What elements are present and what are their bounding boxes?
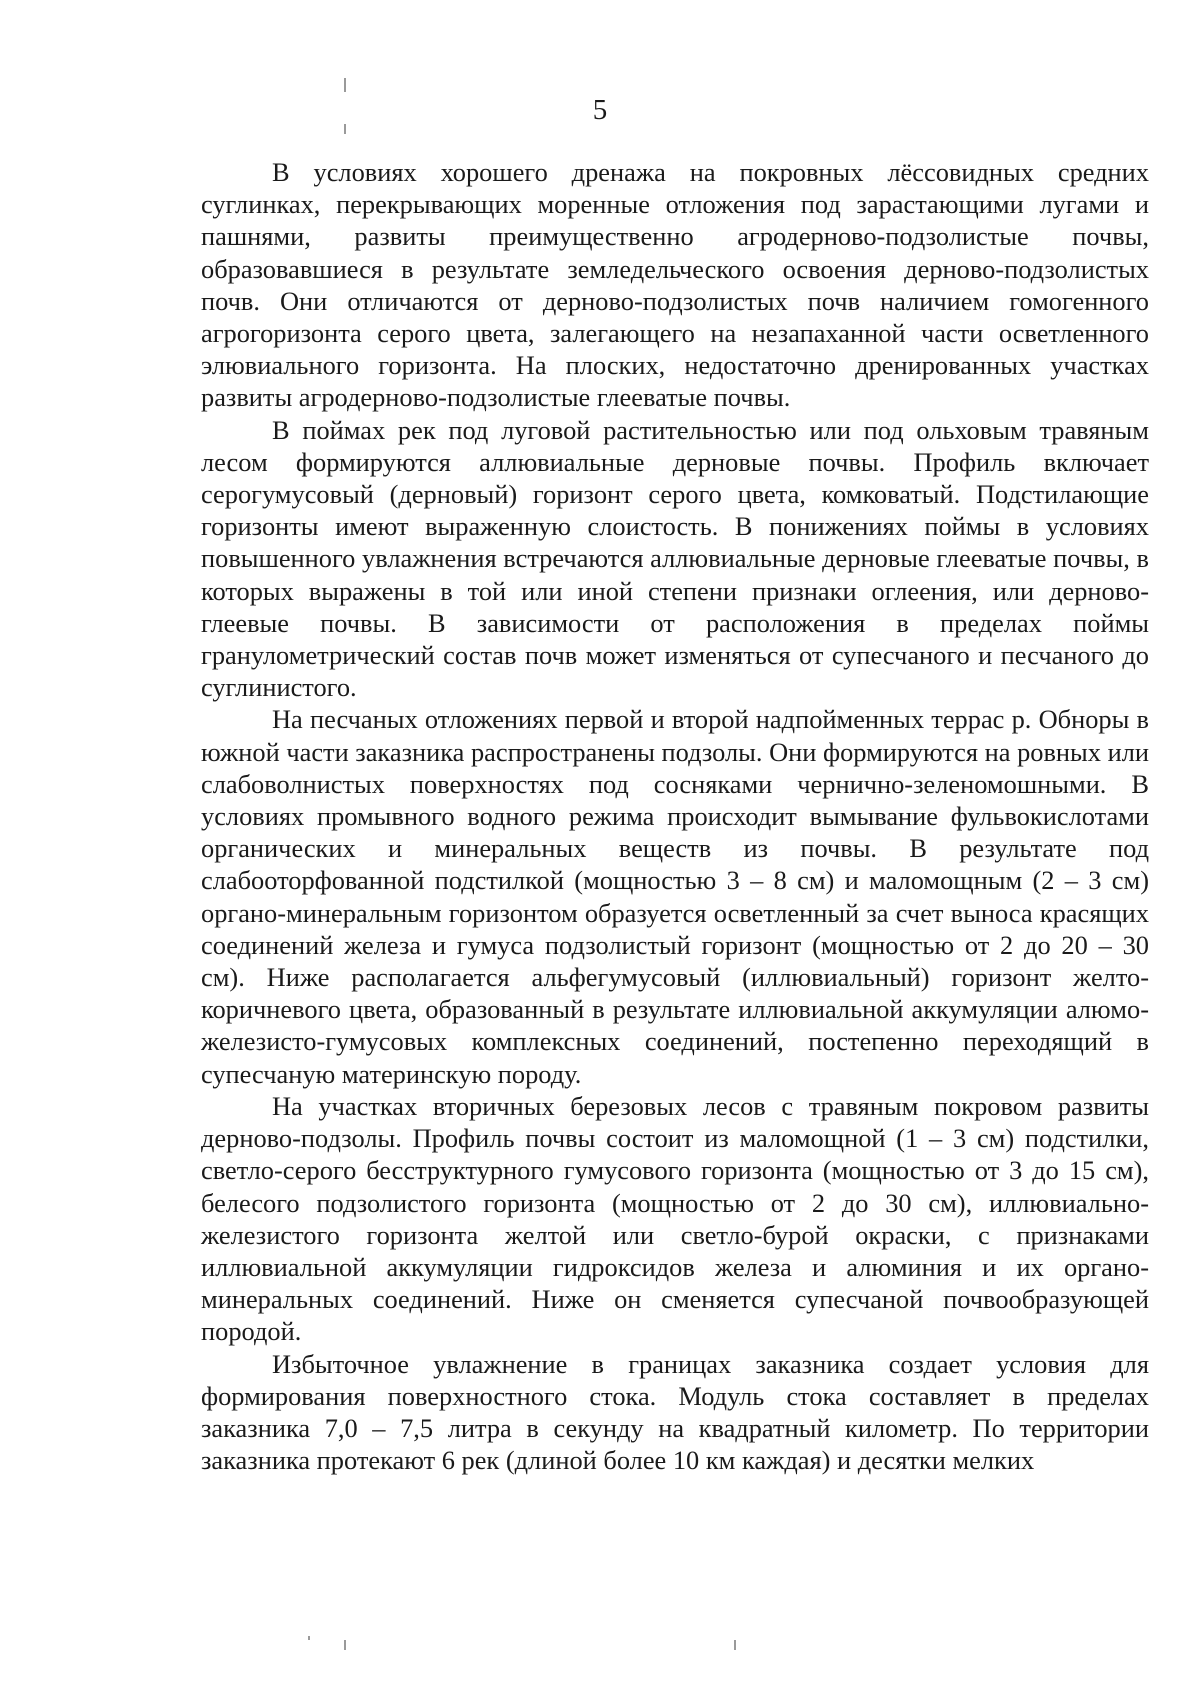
paragraph-podzols: На песчаных отложениях первой и второй надпойменных террас р. Обноры в южной части заказника распространены подзолы. Они формируются на ровных или слабоволнистых поверхностях под сосняками чернично-зеленомошными. В условиях промывного водного режима происходит вымывание фульвокислотами органических и минеральных веществ из почвы. В результате под слабооторфованной подстилкой (мощностью 3 – 8 см) и маломощным (2 – 3 см) органо-минеральным горизонтом образуется осветленный за счет выноса красящих соединений железа и гумуса подзолистый горизонт (мощностью от 2 до 20 – 30 см). Ниже располагается альфегумусовый (иллювиальный) горизонт желто-коричневого цвета, образованный в результате иллювиальной аккумуляции алюмо-железисто-гумусовых комплексных соединений, постепенно переходящий в супесчаную материнскую породу.: [201, 704, 1149, 1089]
scan-speck: [344, 78, 346, 92]
paragraph-sod-podzols: На участках вторичных березовых лесов с травяным покровом развиты дерново-подзолы. Профиль почвы состоит из маломощной (1 – 3 см) подстилки, светло-серого бесструктурного гумусового горизонта (мощностью от 3 до 15 см), белесого подзолистого горизонта (мощностью от 2 до 30 см), иллювиально-железистого горизонта желтой или светло-бурой окраски, с признаками иллювиальной аккумуляции гидроксидов железа и алюминия и их органо-минеральных соединений. Ниже он сменяется супесчаной почвообразующей породой.: [201, 1090, 1149, 1347]
scan-speck: [344, 124, 346, 134]
scan-speck: [344, 1640, 346, 1650]
page-number: 5: [592, 94, 608, 126]
document-body: [201, 156, 1149, 1476]
paragraph-floodplain-soils: В поймах рек под луговой растительностью или под ольховым травяным лесом формируются аллювиальные дерновые почвы. Профиль включает серогумусовый (дерновый) горизонт серого цвета, комковатый. Подстилающие горизонты имеют выраженную слоистость. В понижениях поймы в условиях повышенного увлажнения встречаются аллювиальные дерновые глееватые почвы, в которых выражены в той или иной степени признаки оглеения, или дерново-глеевые почвы. В зависимости от расположения в пределах поймы гранулометрический состав почв может изменяться от супесчаного и песчаного до суглинистого.: [201, 414, 1149, 703]
scan-speck: [734, 1640, 736, 1650]
paragraph-drainage-soils: В условиях хорошего дренажа на покровных лёссовидных средних суглинках, перекрывающих моренные отложения под зарастающими лугами и пашнями, развиты преимущественно агродерново-подзолистые почвы, образовавшиеся в результате земледельческого освоения дерново-подзолистых почв. Они отличаются от дерново-подзолистых почв наличием гомогенного агрогоризонта серого цвета, залегающего на незапаханной части осветленного элювиального горизонта. На плоских, недостаточно дренированных участках развиты агродерново-подзолистые глееватые почвы.: [201, 157, 1149, 413]
paragraph-surface-runoff: Избыточное увлажнение в границах заказника создает условия для формирования поверхностного стока. Модуль стока составляет в пределах заказника 7,0 – 7,5 литра в секунду на квадратный километр. По территории заказника протекают 6 рек (длиной более 10 км каждая) и десятки мелких: [201, 1348, 1149, 1476]
scan-speck: [308, 1636, 310, 1640]
